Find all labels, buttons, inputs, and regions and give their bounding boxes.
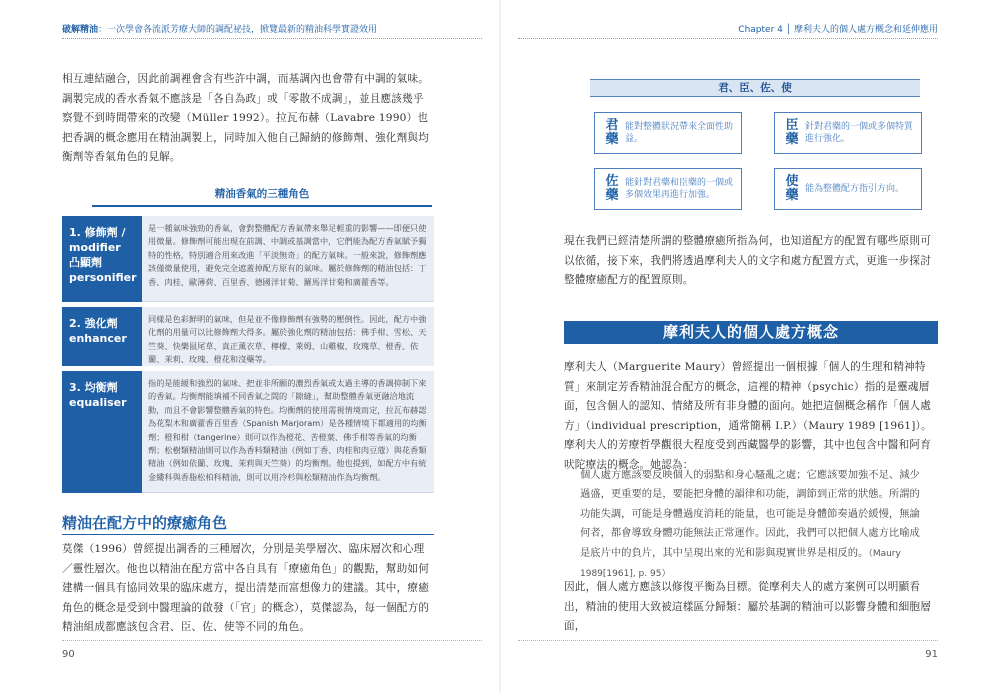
role-description: 指的是能緩和強烈的氣味、把並非所願的濃烈香氣或太過主導的香調抑制下來的香氣。均衡劑能填補不同香氣之間的「隙縫」，幫助整體香氣更融洽地流動，而且不會影響整體香氣的特色。均衡劑的使用需視情境而定，拉瓦布赫認為花梨木和廣藿香百里香（Spanish Marjoram）是各種情境下都適用的均衡劑；橙和柑（tangerine）則可以作為橙花、苦橙葉、佛手柑等香氣的均衡劑；松樹類精油則可以作為香料類精油（例如丁香、肉桂和肉豆蔻）與花香類精油（例如依蘭、玫瑰、茉莉與天竺葵）的均衡劑。他也提到，如配方中有統金縷科與香脂松柏科精油，則可以用冷杉與松類精油作為均衡劑。 <box>142 371 434 493</box>
left-intro-paragraph: 相互連結融合，因此前調裡會含有些許中調，而基調內也會帶有中調的氣味。調製完成的香水香氣不應該是「各自為政」或「零散不成調」，並且應該幾乎察覺不到時間帶來的改變（Müller 1992）。拉瓦布赫（Lavabre 1990）也把香調的概念應用在精油調製上，同時加入他自己歸納的修飾劑、強化劑與均衡劑等香氣角色的見解。 <box>62 73 429 164</box>
role-row-equaliser <box>62 371 434 493</box>
role-description: 同樣是色彩鮮明的氣味，但是並不像修飾劑有強勢的壓倒性。因此，配方中強化劑的用量可以比修飾劑大得多。屬於強化劑的精油包括：佛手柑、雪松、天竺葵、快樂鼠尾草、真正薰衣草、檸檬、萊姆、山雞椒、玫瑰草、橙香、依蘭、茉莉、玫瑰、橙花和沒藥等。 <box>142 307 434 366</box>
section-heading-healing-roles: 精油在配方中的療癒角色 <box>62 514 228 532</box>
card-shi-herb <box>774 168 922 210</box>
right-header-rule <box>518 38 938 39</box>
card-text: 針對君藥的一個或多個特質進行強化。 <box>805 121 914 144</box>
page-number-right: 91 <box>925 649 938 660</box>
right-paragraph-3: 因此，個人處方應該以修復平衡為目標。從摩利夫人的處方案例可以明顯看出，精油的使用大致被這樣區分歸類：屬於基調的精油可以影響身體和細胞層面， <box>564 581 931 633</box>
role-label-en: modifier <box>69 241 121 254</box>
page-number-left: 90 <box>62 649 75 660</box>
card-text: 能為整體配方指引方向。 <box>805 183 905 194</box>
card-text: 能對整體狀況帶來全面性助益。 <box>625 121 734 144</box>
roles-table-rule <box>92 205 432 207</box>
left-section-paragraph: 莫傑（1996）曾經提出調香的三種層次，分別是美學層次、臨床層次和心理／靈性層次。他也以精油在配方當中各自具有「療癒角色」的觀點，幫助如何建構一個具有協同效果的臨床處方，提出清楚而富想像力的建議。其中，療癒角色的概念是受到中醫理論的啟發（「官」的概念），莫傑認為，每一個配方的精油組成都應該包含君、臣、佐、使等不同的角色。 <box>62 543 430 634</box>
card-chen-herb <box>774 112 922 154</box>
role-label <box>62 371 142 493</box>
left-running-header <box>62 22 377 35</box>
gutter <box>499 0 501 693</box>
role-row-enhancer <box>62 307 434 366</box>
role-label-en-alt: personifier <box>69 271 137 284</box>
role-label-zh-alt: 凸顯劑 <box>69 256 102 269</box>
role-label-zh: 2. 強化劑 <box>69 317 118 330</box>
role-label-zh: 3. 均衡劑 <box>69 381 118 394</box>
role-description: 是一種氣味強勁的香氣，會對整體配方香氣帶來舉足輕重的影響——即便只使用微量。修飾劑可能出現在前調、中調或基調當中，它們能為配方香氣賦予獨特的性格，特別適合用來改進「平淡無奇」的配方氣味。一般來說，修飾劑應該僅微量使用，避免完全遮蓋掉配方原有的氣味。屬於修飾劑的精油包括：丁香、肉桂、歐薄荷、百里香、德國洋甘菊、羅馬洋甘菊和廣藿香等。 <box>142 216 434 302</box>
book-subtitle: ：一次學會各流派芳療大師的調配祕技，掀覽最新的精油科學實證效用 <box>98 25 378 35</box>
role-row-modifier <box>62 216 434 302</box>
card-char: 使 藥 <box>785 174 799 203</box>
quote-citation: （Maury 1989[1961], p. 95） <box>580 548 901 580</box>
role-label <box>62 216 142 302</box>
role-label <box>62 307 142 366</box>
right-paragraph-1: 現在我們已經清楚所謂的整體療癒所指為何，也知道配方的配置有哪些原則可以依循，接下來，我們將透過摩利夫人的文字和處方配置方式，更進一步探討整體療癒配方的配置原則。 <box>564 235 931 287</box>
right-paragraph-2: 摩利夫人（Marguerite Maury）曾經提出一個根據「個人的生理和精神特質」來制定芳香精油混合配方的概念，這裡的精神（psychic）指的是靈魂層面，包含個人的認知、情緒及所有非身體的面向。她把這個概念稱作「個人處方」（individual prescription，通常簡稱 I.P.）（Maury 1989 [1961]）。摩利夫人的芳療哲學觀很大程度受到西藏醫學的影響，其中也包含中醫和阿育吠陀療法的概念。她認為： <box>564 361 932 471</box>
card-zuo-herb <box>594 168 742 210</box>
roles-table-title: 精油香氣的三種角色 <box>214 188 310 200</box>
card-char: 佐 藥 <box>605 174 619 203</box>
left-footer-rule <box>62 640 482 641</box>
jun-chen-zuo-shi-title: 君、臣、佐、使 <box>590 79 920 97</box>
left-header-rule <box>62 38 482 39</box>
quote-text: 個人處方應該要反映個人的弱點和身心騷亂之處；它應該要加強不足、減少過盛，更重要的是，要能把身體的韻律和功能，調節到正常的狀態。所謂的功能失調，可能是身體過度消耗的能量，也可能是身體節奏過於緩慢，無論何者，都會導致身體功能無法正常運作。因此，我們可以把個人處方比喻成是底片中的負片，其中呈現出來的光和影與現實世界是相反的。 <box>580 469 920 559</box>
card-jun-herb <box>594 112 742 154</box>
role-label-zh: 1. 修飾劑 / <box>69 226 126 239</box>
card-char: 君 藥 <box>605 118 619 147</box>
section-banner-maury: 摩利夫人的個人處方概念 <box>564 321 938 344</box>
role-label-en: enhancer <box>69 332 127 345</box>
section-heading-rule <box>62 534 434 535</box>
maury-quote <box>580 466 925 584</box>
right-footer-rule <box>518 640 938 641</box>
right-running-header: Chapter 4 │ 摩利夫人的個人處方概念和延伸應用 <box>738 25 938 35</box>
role-label-en: equaliser <box>69 396 127 409</box>
book-title: 破解精油 <box>62 25 99 35</box>
card-char: 臣 藥 <box>785 118 799 147</box>
card-text: 能針對君藥和臣藥的一個或多個效果再進行加強。 <box>625 177 734 200</box>
